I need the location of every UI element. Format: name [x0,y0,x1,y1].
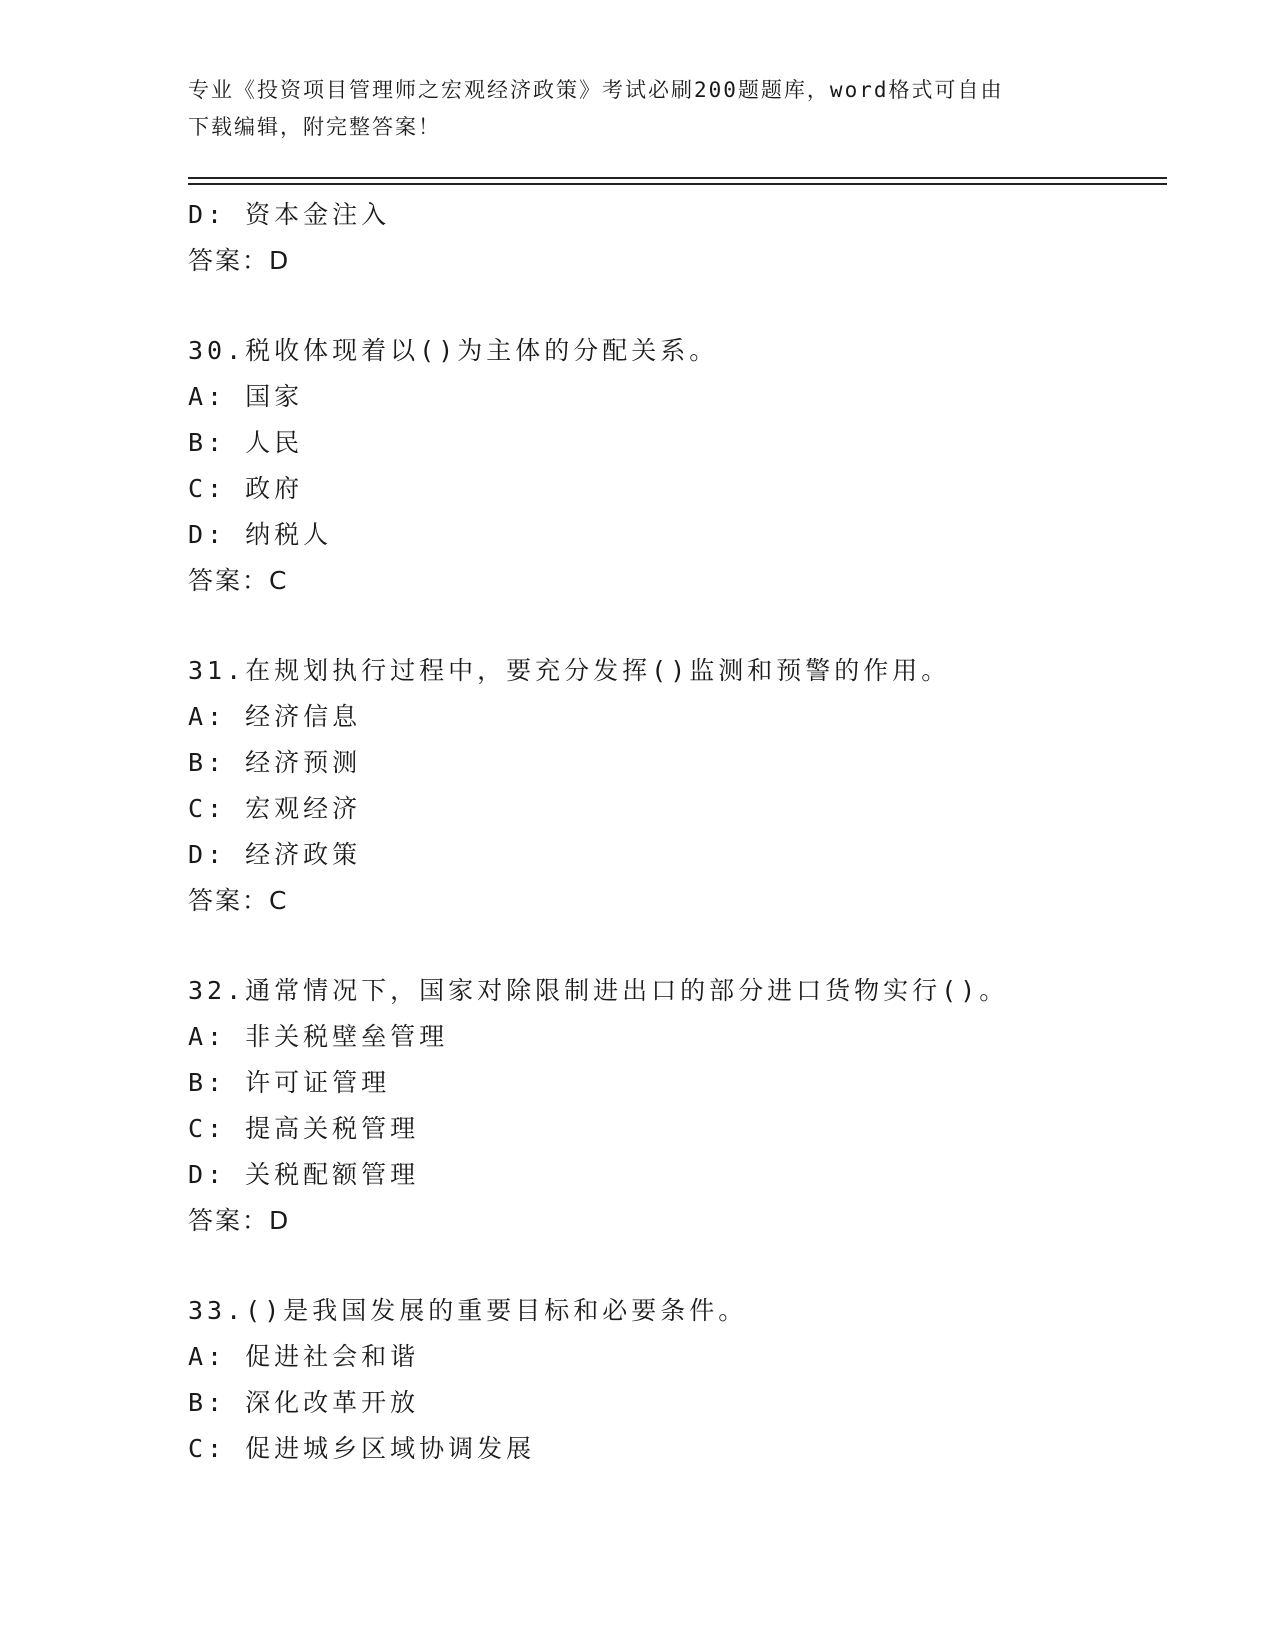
option-b: B: 许可证管理 [188,1068,391,1097]
option-c: C: 宏观经济 [188,794,362,823]
question-stem: 31.在规划执行过程中，要充分发挥()监测和预警的作用。 [188,656,951,685]
question-gap [188,1244,1168,1288]
header-line-2: 下载编辑，附完整答案！ [188,115,441,139]
header-divider-bottom [188,183,1167,185]
option-d: D: 纳税人 [188,520,333,549]
option-c: C: 促进城乡区域协调发展 [188,1434,536,1463]
answer-line: 答案：C [188,886,289,915]
option-c: C: 政府 [188,474,304,503]
answer-line: 答案：D [188,246,291,275]
answer-line: 答案：C [188,566,289,595]
document-header [188,72,1088,146]
question-stem: 32.通常情况下，国家对除限制进出口的部分进口货物实行()。 [188,976,1009,1005]
header-divider-top [188,177,1167,179]
question-gap [188,924,1168,968]
option-d: D: 资本金注入 [188,200,391,229]
option-a: A: 经济信息 [188,702,362,731]
header-line-1: 专业《投资项目管理师之宏观经济政策》考试必刷200题题库，word格式可自由 [188,78,1004,102]
option-b: B: 深化改革开放 [188,1388,420,1417]
question-stem: 30.税收体现着以()为主体的分配关系。 [188,336,719,365]
option-a: A: 促进社会和谐 [188,1342,420,1371]
option-d: D: 经济政策 [188,840,362,869]
option-a: A: 非关税壁垒管理 [188,1022,449,1051]
option-a: A: 国家 [188,382,304,411]
question-gap [188,604,1168,648]
option-c: C: 提高关税管理 [188,1114,420,1143]
answer-line: 答案：D [188,1206,291,1235]
question-list [188,192,1168,1472]
question-gap [188,284,1168,328]
option-b: B: 人民 [188,428,304,457]
option-d: D: 关税配额管理 [188,1160,420,1189]
option-b: B: 经济预测 [188,748,362,777]
question-stem: 33.()是我国发展的重要目标和必要条件。 [188,1296,748,1325]
